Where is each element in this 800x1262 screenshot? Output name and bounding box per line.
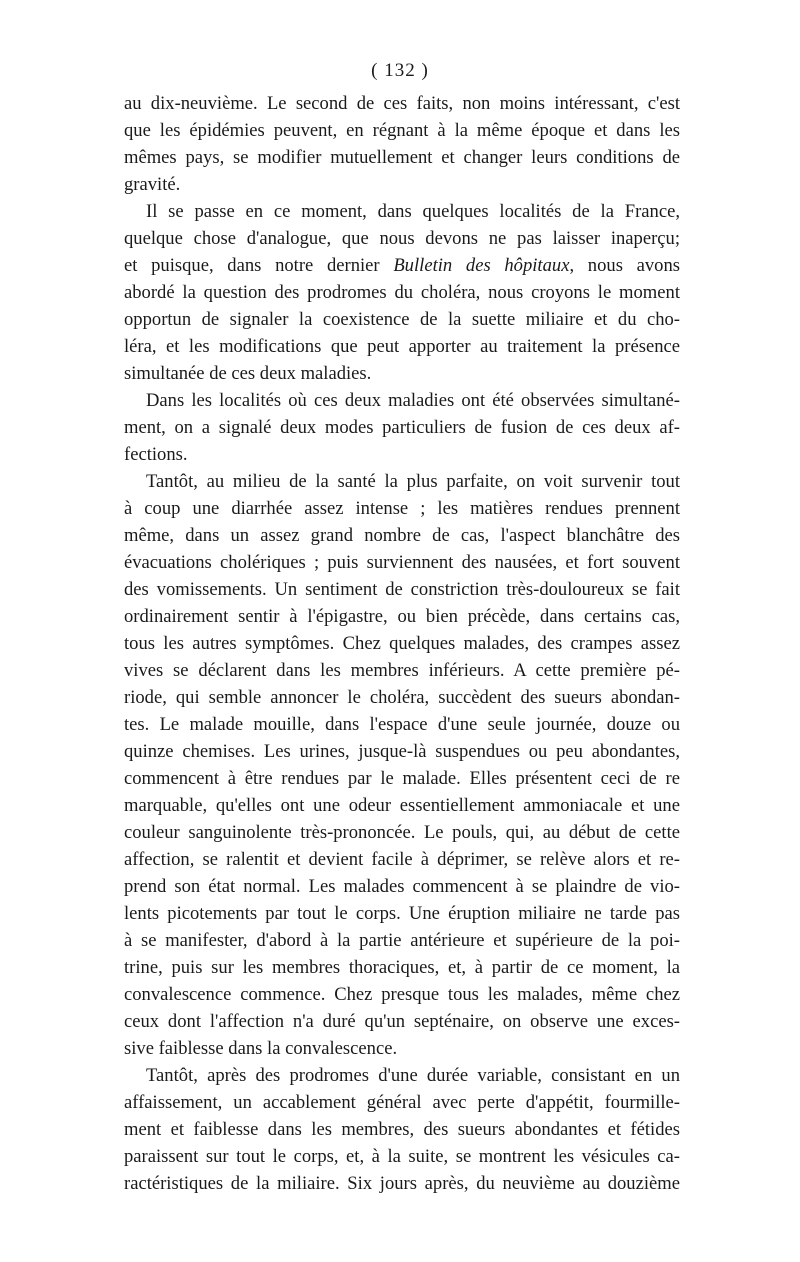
text-line: ceux dont l'affection n'a duré qu'un septénaire, on observe une exces- xyxy=(124,1011,680,1032)
text-line: que les épidémies peuvent, en régnant à la même époque et dans les xyxy=(124,120,680,141)
text-line: commencent à être rendues par le malade. Elles présentent ceci de re xyxy=(124,768,680,789)
text-line: marquable, qu'elles ont une odeur essentiellement ammoniacale et une xyxy=(124,795,680,816)
text-line: paraissent sur tout le corps, et, à la suite, se montrent les vésicules ca- xyxy=(124,1146,680,1167)
text-line: abordé la question des prodromes du choléra, nous croyons le moment xyxy=(124,282,680,303)
text-line: affection, se ralentit et devient facile à déprimer, se relève alors et re- xyxy=(124,849,680,870)
text-line xyxy=(124,252,680,279)
paragraph xyxy=(124,387,680,468)
italic-title: Bulletin des hôpitaux xyxy=(393,255,570,276)
text-line: simultanée de ces deux maladies. xyxy=(124,363,372,384)
body-text xyxy=(124,90,680,1197)
text-line: riode, qui semble annoncer le choléra, succèdent des sueurs abondan- xyxy=(124,687,680,708)
text-line: gravité. xyxy=(124,174,181,195)
text-line: ordinairement sentir à l'épigastre, ou bien précède, dans certains cas, xyxy=(124,606,680,627)
text-line: évacuations cholériques ; puis surviennent des nausées, et fort souvent xyxy=(124,552,680,573)
text-line: sive faiblesse dans la convalescence. xyxy=(124,1038,398,1059)
text-line: Dans les localités où ces deux maladies ont été observées simultané- xyxy=(146,390,680,411)
text-line: des vomissements. Un sentiment de constriction très-douloureux se fait xyxy=(124,579,680,600)
text-line: ractéristiques de la miliaire. Six jours après, du neuvième au douzième xyxy=(124,1173,680,1194)
text-run: , nous avons xyxy=(569,255,680,276)
text-line: convalescence commence. Chez presque tous les malades, même chez xyxy=(124,984,680,1005)
text-line: fections. xyxy=(124,444,188,465)
page-number: ( 132 ) xyxy=(371,60,429,81)
text-line: léra, et les modifications que peut apporter au traitement la présence xyxy=(124,336,680,357)
text-line: Il se passe en ce moment, dans quelques localités de la France, xyxy=(146,201,680,222)
paragraph xyxy=(124,90,680,198)
paragraph xyxy=(124,198,680,387)
text-line: Tantôt, au milieu de la santé la plus parfaite, on voit survenir tout xyxy=(146,471,680,492)
text-line: affaissement, un accablement général avec perte d'appétit, fourmille- xyxy=(124,1092,680,1113)
text-line: quinze chemises. Les urines, jusque-là suspendues ou peu abondantes, xyxy=(124,741,680,762)
text-line: à se manifester, d'abord à la partie antérieure et supérieure de la poi- xyxy=(124,930,680,951)
text-line: à coup une diarrhée assez intense ; les matières rendues prennent xyxy=(124,498,680,519)
text-line: ment et faiblesse dans les membres, des sueurs abondantes et fétides xyxy=(124,1119,680,1140)
text-line: quelque chose d'analogue, que nous devons ne pas laisser inaperçu; xyxy=(124,228,680,249)
text-line: couleur sanguinolente très-prononcée. Le pouls, qui, au début de cette xyxy=(124,822,680,843)
text-line: lents picotements par tout le corps. Une éruption miliaire ne tarde pas xyxy=(124,903,680,924)
text-line: même, dans un assez grand nombre de cas, l'aspect blanchâtre des xyxy=(124,525,680,546)
paragraph xyxy=(124,1062,680,1197)
text-run: et puisque, dans notre dernier xyxy=(124,255,394,276)
text-line: ment, on a signalé deux modes particuliers de fusion de ces deux af- xyxy=(124,417,680,438)
text-line: prend son état normal. Les malades commencent à se plaindre de vio- xyxy=(124,876,680,897)
text-line: tes. Le malade mouille, dans l'espace d'une seule journée, douze ou xyxy=(124,714,680,735)
text-line: opportun de signaler la coexistence de la suette miliaire et du cho- xyxy=(124,309,680,330)
text-line: Tantôt, après des prodromes d'une durée variable, consistant en un xyxy=(146,1065,680,1086)
text-line: mêmes pays, se modifier mutuellement et changer leurs conditions de xyxy=(124,147,680,168)
text-line: vives se déclarent dans les membres inférieurs. A cette première pé- xyxy=(124,660,680,681)
text-line: tous les autres symptômes. Chez quelques malades, des crampes assez xyxy=(124,633,680,654)
text-line: au dix-neuvième. Le second de ces faits, non moins intéressant, c'est xyxy=(124,93,680,114)
paragraph xyxy=(124,468,680,1062)
text-line: trine, puis sur les membres thoraciques, et, à partir de ce moment, la xyxy=(124,957,680,978)
